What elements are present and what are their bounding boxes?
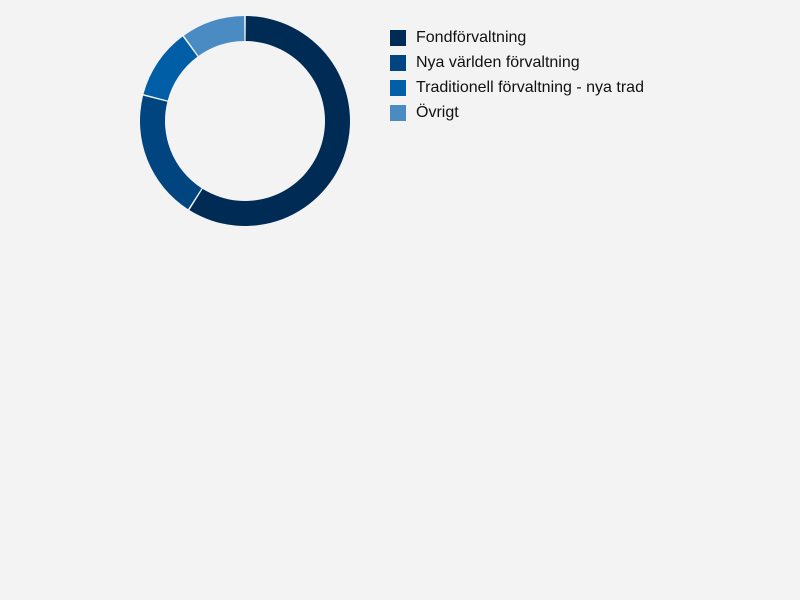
donut-slice-1[interactable] xyxy=(189,16,350,226)
legend-item-3[interactable] xyxy=(390,75,644,100)
legend-item-2[interactable] xyxy=(390,50,644,75)
legend-swatch xyxy=(390,105,406,121)
legend-label: Fondförvaltning xyxy=(416,28,527,46)
legend-swatch xyxy=(390,55,406,71)
chart-legend xyxy=(390,25,644,125)
legend-item-1[interactable] xyxy=(390,25,644,50)
legend-item-4[interactable] xyxy=(390,100,644,125)
legend-label: Övrigt xyxy=(416,103,459,121)
legend-swatch xyxy=(390,30,406,46)
legend-label: Nya världen förvaltning xyxy=(416,53,580,71)
legend-label: Traditionell förvaltning - nya trad xyxy=(416,78,644,96)
donut-slice-3[interactable] xyxy=(144,37,198,101)
donut-slice-2[interactable] xyxy=(140,96,202,210)
donut-slice-4[interactable] xyxy=(184,16,244,56)
legend-swatch xyxy=(390,80,406,96)
